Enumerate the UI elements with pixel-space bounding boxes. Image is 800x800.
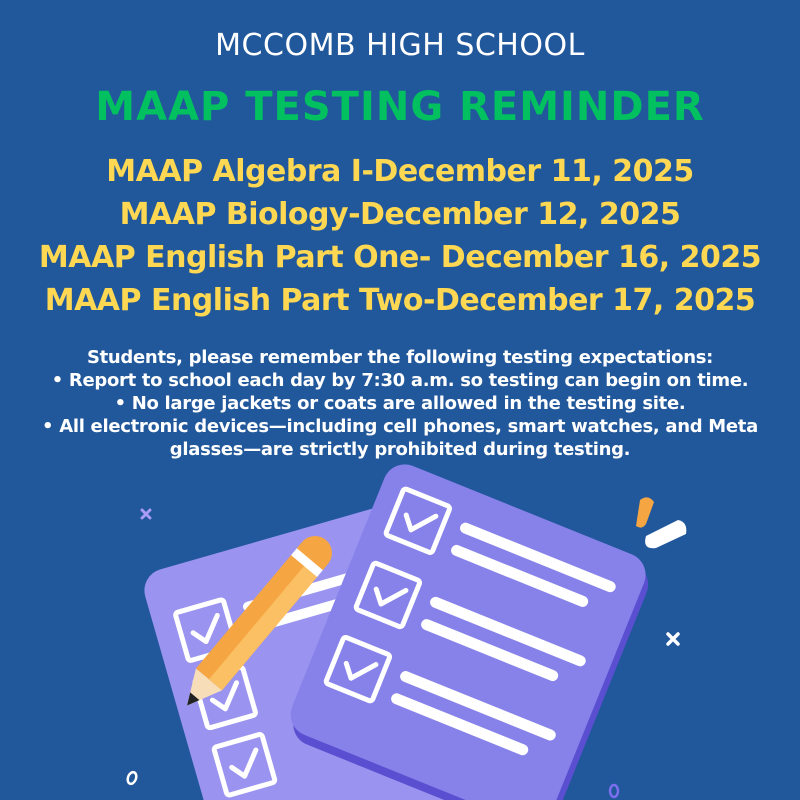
page-title: MAAP TESTING REMINDER <box>95 84 705 130</box>
ring-icon <box>610 785 618 797</box>
schedule-item-english-two: MAAP English Part Two-December 17, 2025 <box>44 283 756 318</box>
school-name: MCCOMB HIGH SCHOOL <box>215 28 585 63</box>
sparkle-icon <box>668 634 678 644</box>
expectation-line: • No large jackets or coats are allowed in the testing site. <box>114 393 686 414</box>
schedule-item-english-one: MAAP English Part One- December 16, 2025 <box>38 240 762 275</box>
front-checklist-paper <box>281 458 658 800</box>
expectation-line: • All electronic devices—including cell phones, smart watches, and Meta <box>42 416 758 437</box>
sparkle-icon <box>142 510 150 518</box>
accent-icon <box>636 497 654 527</box>
accent-icon <box>645 520 686 548</box>
schedule-item-biology: MAAP Biology-December 12, 2025 <box>119 197 681 232</box>
expectation-line: glasses—are strictly prohibited during testing. <box>169 439 631 460</box>
expectations-intro: Students, please remember the following testing expectations: <box>86 347 714 368</box>
expectation-line: • Report to school each day by 7:30 a.m. so testing can begin on time. <box>51 370 749 391</box>
ring-icon <box>126 771 138 785</box>
schedule-item-algebra: MAAP Algebra I-December 11, 2025 <box>106 154 694 189</box>
